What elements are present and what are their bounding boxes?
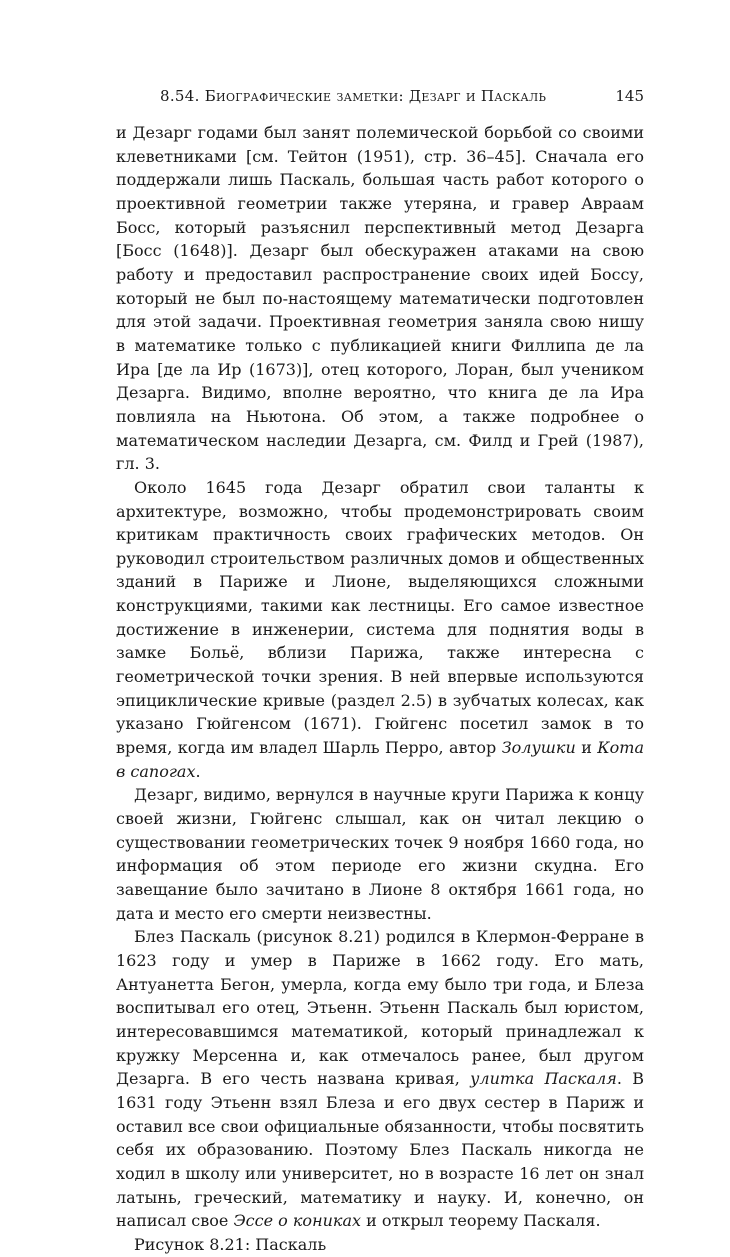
paragraph-1: и Дезарг годами был занят полемической борьбой со своими клеветниками [см. Тейтон (1951), стр. 36–45]. Сначала его поддержали лишь Паскаль, большая часть работ которого о проективной геометрии также утеряна, и гравер Авраам Босс, который разъяснил перспективный метод Дезарга [Босс (1648)]. Дезарг был обескуражен атаками на свою работу и предоставил распространение своих идей Боссу, который не был по-настоящему математически подготовлен для этой задачи. Проективная геометрия заняла свою нишу в математике только с публикацией книги Филлипа де ла Ира [де ла Ир (1673)], отец которого, Лоран, был учеником Дезарга. Видимо, вполне вероятно, что книга де ла Ира повлияла на Ньютона. Об этом, а также подробнее о математическом наследии Дезарга, см. Филд и Грей (1987), гл. 3.	[116, 123, 644, 474]
running-head	[116, 85, 644, 107]
paragraph-2-text: Около 1645 года Дезарг обратил свои таланты к архитектуре, возможно, чтобы продемонстрировать своим критикам практичность своих графических методов. Он руководил строительством различных домов и общественных зданий в Париже и Лионе, выделяющихся сложными конструкциями, такими как лестницы. Его самое известное достижение в инженерии, система для поднятия воды в замке Больё, вблизи Парижа, также интересна с геометрической точки зрения. В ней впервые используются эпициклические кривые (раздел 2.5) в зубчатых колесах, как указано Гюйгенсом (1671). Гюйгенс посетил замок в то время, когда им владел Шарль Перро, автор	[116, 477, 644, 758]
body-text	[116, 121, 644, 1257]
paragraph-2	[116, 476, 644, 784]
figure-caption: Рисунок 8.21: Паскаль	[134, 1234, 327, 1254]
paragraph-3: Дезарг, видимо, вернулся в научные круги Парижа к концу своей жизни, Гюйгенс слышал, как он читал лекцию о существовании геометрических точек 9 ноября 1660 года, но информация об этом периоде его жизни скудна. Его завещание было зачитано в Лионе 8 октября 1661 года, но дата и место его смерти неизвестны.	[116, 785, 644, 923]
paragraph-4	[116, 925, 644, 1233]
paragraph-2-end: .	[195, 761, 201, 781]
title-puss-in-boots: Кота в сапогах	[116, 738, 645, 781]
paragraph-2-connector: и	[575, 738, 598, 758]
running-head-title: 8.54. Биографические заметки: Дезарг и Паскаль	[160, 87, 547, 105]
title-essay-conics: Эссе о кониках	[233, 1211, 362, 1231]
paragraph-4-text: Блез Паскаль (рисунок 8.21) родился в Клермон-Ферране в 1623 году и умер в Париже в 1662 году. Его мать, Антуанетта Бегон, умерла, когда ему было три года, и Блеза воспитывал его отец, Этьенн. Этьенн Паскаль был юристом, интересовавшимся математикой, который принадлежал к кружку Мерсенна и, как отмечалось ранее, был другом Дезарга. В его честь названа кривая,	[116, 927, 644, 1089]
term-limacon: улитка Паскаля	[470, 1069, 617, 1089]
page-number: 145	[615, 87, 644, 105]
paragraph-4-end: и открыл теорему Паскаля.	[361, 1211, 601, 1231]
paragraph-4-middle: . В 1631 году Этьенн взял Блеза и его двух сестер в Париж и оставил все свои официальные обязанности, чтобы посвятить себя их образованию. Поэтому Блез Паскаль никогда не ходил в школу или университет, но в возрасте 16 лет он знал латынь, греческий, математику и науку. И, конечно, он написал свое	[116, 1069, 644, 1231]
title-cinderella: Золушки	[501, 738, 576, 758]
